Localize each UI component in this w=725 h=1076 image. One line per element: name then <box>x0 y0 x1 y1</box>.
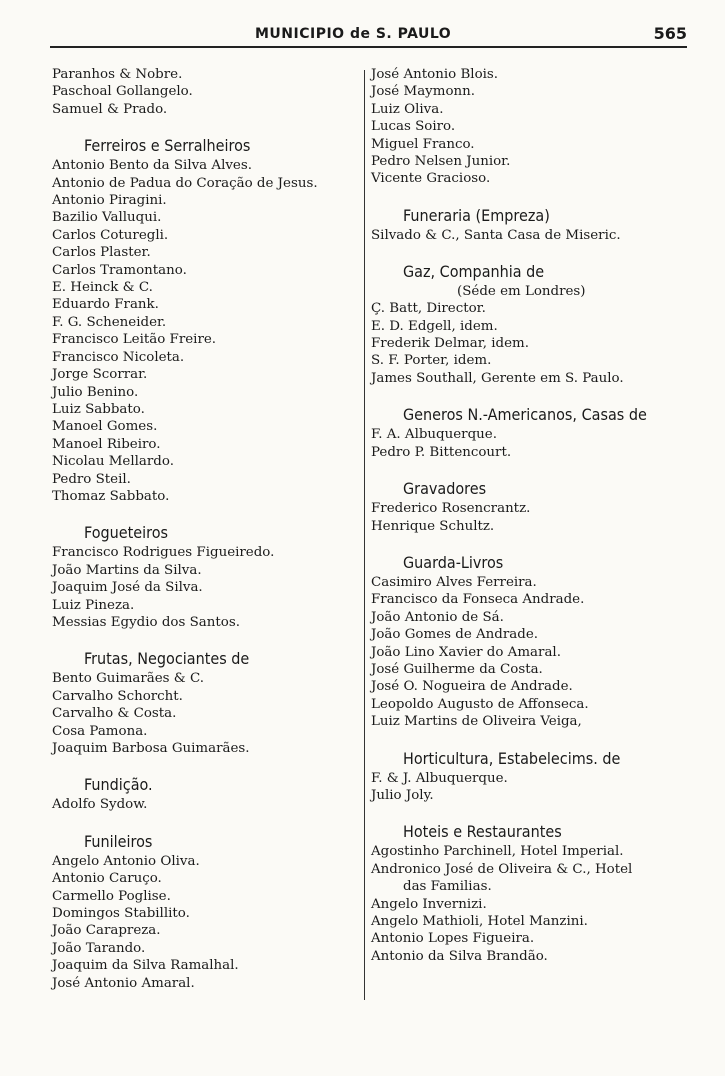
section-heading: Funeraria (Empreza) <box>403 205 550 225</box>
directory-entry: Messias Egydio dos Santos. <box>52 614 240 630</box>
directory-entry: Agostinho Parchinell, Hotel Imperial. <box>371 844 624 860</box>
directory-entry: João Martins da Silva. <box>52 562 202 578</box>
directory-entry: Manoel Gomes. <box>52 419 158 435</box>
directory-entry: Antonio Bento da Silva Alves. <box>52 158 252 174</box>
directory-entry: Carlos Coturegli. <box>52 227 169 243</box>
directory-entry: Frederico Rosencrantz. <box>371 501 531 517</box>
directory-entry: F. & J. Albuquerque. <box>371 770 508 786</box>
directory-entry: Paranhos & Nobre. <box>52 67 183 82</box>
directory-entry: João Tarando. <box>52 940 146 956</box>
directory-entry: Carvalho Schorcht. <box>52 688 183 704</box>
directory-entry: Pedro Steil. <box>52 471 131 487</box>
directory-entry: Carlos Plaster. <box>52 245 151 261</box>
directory-entry: Frederik Delmar, idem. <box>371 336 529 352</box>
directory-entry: Julio Joly. <box>371 787 434 803</box>
directory-entry: Antonio de Padua do Coração de Jesus. <box>52 175 318 191</box>
page-number: 565 <box>653 24 687 43</box>
section-heading: Horticultura, Estabelecims. de <box>403 748 621 768</box>
directory-entry: Pedro P. Bittencourt. <box>371 444 512 460</box>
page-header <box>0 18 725 50</box>
directory-entry: Antonio Piragini. <box>52 193 167 209</box>
directory-entry: Casimiro Alves Ferreira. <box>371 574 537 590</box>
directory-entry: Vicente Gracioso. <box>371 171 491 187</box>
section-heading: Frutas, Negociantes de <box>84 649 250 669</box>
directory-entry: João Antonio de Sá. <box>371 609 504 625</box>
directory-entry: João Gomes de Andrade. <box>371 627 538 643</box>
directory-entry: Eduardo Frank. <box>52 297 159 313</box>
directory-entry: Andronico José de Oliveira & C., Hotel <box>371 861 633 877</box>
section-heading: Gravadores <box>403 479 487 499</box>
directory-entry: F. G. Scheneider. <box>52 314 167 330</box>
directory-entry: Silvado & C., Santa Casa de Miseric. <box>371 227 621 243</box>
directory-entry: Ç. Batt, Director. <box>371 301 486 317</box>
directory-entry: Joaquim José da Silva. <box>52 580 203 596</box>
directory-entry: José Antonio Blois. <box>371 67 499 82</box>
directory-entry: Luiz Martins de Oliveira Veiga, <box>371 714 582 730</box>
directory-entry: Cosa Pamona. <box>52 723 148 739</box>
directory-entry: Joaquim da Silva Ramalhal. <box>52 958 239 974</box>
section-heading: Generos N.-Americanos, Casas de <box>403 405 647 425</box>
directory-entry: Antonio da Silva Brandão. <box>371 948 548 964</box>
directory-entry: Carlos Tramontano. <box>52 262 187 278</box>
directory-entry: José Guilherme da Costa. <box>371 661 543 677</box>
section-heading: Guarda-Livros <box>403 552 504 572</box>
directory-entry: Lucas Soiro. <box>371 119 456 135</box>
directory-entry: Luiz Sabbato. <box>52 401 145 417</box>
directory-entry: Carmello Poglise. <box>52 888 171 904</box>
directory-entry: Francisco Leitão Freire. <box>52 332 217 348</box>
directory-entry: Jorge Scorrar. <box>52 367 148 383</box>
directory-entry: Francisco Nicoleta. <box>52 349 185 365</box>
directory-entry: Francisco da Fonseca Andrade. <box>371 592 585 608</box>
entry-continuation: das Familias. <box>403 879 492 895</box>
directory-entry: Thomaz Sabbato. <box>52 488 170 504</box>
section-heading: Ferreiros e Serralheiros <box>84 136 251 156</box>
directory-entry: Julio Benino. <box>52 384 139 400</box>
running-title: MUNICIPIO de S. PAULO <box>255 26 452 42</box>
column-divider <box>364 70 365 1000</box>
directory-entry: Pedro Nelsen Junior. <box>371 154 511 170</box>
directory-entry: E. Heinck & C. <box>52 280 153 296</box>
directory-entry: Henrique Schultz. <box>371 518 495 534</box>
directory-entry: Domingos Stabillito. <box>52 906 190 922</box>
directory-entry: Samuel & Prado. <box>52 101 168 117</box>
directory-entry: Bazilio Valluqui. <box>52 210 162 226</box>
directory-entry: F. A. Albuquerque. <box>371 427 497 443</box>
directory-entry: Nicolau Mellardo. <box>52 454 174 470</box>
directory-entry: Angelo Mathioli, Hotel Manzini. <box>371 914 588 929</box>
directory-entry: Carvalho & Costa. <box>52 706 177 722</box>
directory-entry: Angelo Antonio Oliva. <box>52 853 200 869</box>
section-heading: Hoteis e Restaurantes <box>403 822 562 842</box>
directory-entry: James Southall, Gerente em S. Paulo. <box>371 370 624 386</box>
directory-entry: João Lino Xavier do Amaral. <box>371 644 561 660</box>
header-rule <box>50 46 687 48</box>
directory-entry: Francisco Rodrigues Figueiredo. <box>52 545 275 561</box>
section-heading: Fundição. <box>84 775 153 795</box>
section-heading: Fogueteiros <box>84 523 169 543</box>
directory-entry: Joaquim Barbosa Guimarães. <box>52 741 250 756</box>
directory-entry: José O. Nogueira de Andrade. <box>371 679 573 695</box>
directory-entry: Antonio Caruço. <box>52 871 162 887</box>
directory-entry: Antonio Lopes Figueira. <box>371 931 535 947</box>
directory-entry: Bento Guimarães & C. <box>52 671 205 687</box>
directory-entry: João Carapreza. <box>52 923 161 939</box>
directory-entry: Manoel Ribeiro. <box>52 436 161 452</box>
left-column <box>52 66 358 992</box>
directory-entry: S. F. Porter, idem. <box>371 353 492 369</box>
directory-entry: Paschoal Gollangelo. <box>52 84 193 100</box>
directory-entry: José Antonio Amaral. <box>52 975 195 991</box>
directory-entry: Luiz Oliva. <box>371 101 444 117</box>
right-column <box>371 66 691 965</box>
directory-entry: José Maymonn. <box>371 84 476 100</box>
section-heading: Gaz, Companhia de <box>403 262 545 282</box>
section-subheading: (Séde em Londres) <box>457 284 586 300</box>
directory-entry: E. D. Edgell, idem. <box>371 318 498 334</box>
directory-entry: Miguel Franco. <box>371 136 475 152</box>
directory-entry: Leopoldo Augusto de Affonseca. <box>371 696 589 712</box>
directory-entry: Luiz Pineza. <box>52 597 135 613</box>
section-heading: Funileiros <box>84 831 153 851</box>
directory-entry: Angelo Invernizi. <box>371 896 487 912</box>
directory-entry: Adolfo Sydow. <box>52 797 148 813</box>
